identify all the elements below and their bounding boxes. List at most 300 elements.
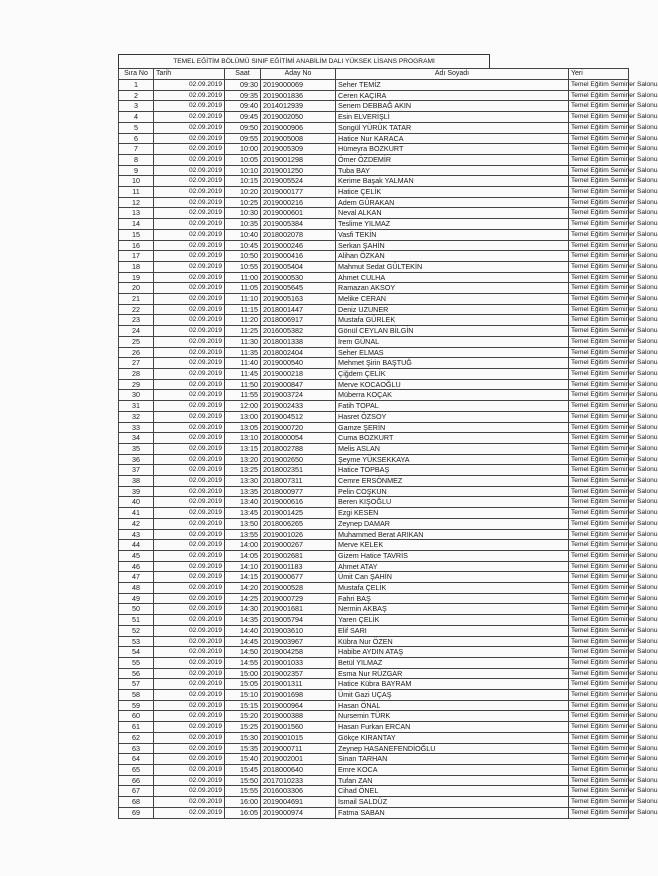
cell-time: 10:45 — [225, 240, 261, 251]
cell-time: 14:45 — [225, 636, 261, 647]
cell-no: 47 — [119, 572, 154, 583]
cell-name: Ümit Can ŞAHİN — [336, 572, 569, 583]
cell-date: 02.09.2019 — [154, 154, 225, 165]
cell-candidate-no: 2019000530 — [261, 272, 336, 283]
cell-name: Teslime YILMAZ — [336, 219, 569, 230]
cell-time: 14:25 — [225, 593, 261, 604]
cell-time: 11:00 — [225, 272, 261, 283]
cell-no: 14 — [119, 219, 154, 230]
cell-date: 02.09.2019 — [154, 304, 225, 315]
cell-time: 09:35 — [225, 90, 261, 101]
document-title: TEMEL EĞİTİM BÖLÜMÜ SINIF EĞİTİMİ ANABİLİM DALI YÜKSEK LİSANS PROGRAMI — [118, 54, 490, 69]
cell-place: Temel Eğitim Seminer Salonu — [569, 561, 629, 572]
cell-name: Senem DEBBAĞ AKIN — [336, 101, 569, 112]
cell-no: 31 — [119, 401, 154, 412]
cell-no: 15 — [119, 229, 154, 240]
cell-date: 02.09.2019 — [154, 711, 225, 722]
cell-place: Temel Eğitim Seminer Salonu — [569, 529, 629, 540]
cell-time: 14:35 — [225, 615, 261, 626]
cell-name: Seher TEMİZ — [336, 80, 569, 91]
cell-candidate-no: 2019000540 — [261, 358, 336, 369]
table-row — [119, 625, 629, 636]
cell-time: 11:25 — [225, 326, 261, 337]
cell-candidate-no: 2019000906 — [261, 122, 336, 133]
table-row — [119, 711, 629, 722]
cell-place: Temel Eğitim Seminer Salonu — [569, 657, 629, 668]
cell-time: 09:40 — [225, 101, 261, 112]
cell-date: 02.09.2019 — [154, 700, 225, 711]
table-row — [119, 294, 629, 305]
cell-time: 13:15 — [225, 443, 261, 454]
cell-candidate-no: 2019001698 — [261, 690, 336, 701]
table-row — [119, 583, 629, 594]
table-row — [119, 90, 629, 101]
cell-candidate-no: 2019002357 — [261, 668, 336, 679]
table-row — [119, 154, 629, 165]
cell-candidate-no: 2019001425 — [261, 508, 336, 519]
cell-place: Temel Eğitim Seminer Salonu — [569, 187, 629, 198]
cell-place: Temel Eğitim Seminer Salonu — [569, 112, 629, 123]
cell-place: Temel Eğitim Seminer Salonu — [569, 540, 629, 551]
cell-place: Temel Eğitim Seminer Salonu — [569, 508, 629, 519]
cell-no: 25 — [119, 336, 154, 347]
table-row — [119, 433, 629, 444]
table-row — [119, 797, 629, 808]
table-row — [119, 754, 629, 765]
cell-date: 02.09.2019 — [154, 422, 225, 433]
cell-place: Temel Eğitim Seminer Salonu — [569, 443, 629, 454]
cell-candidate-no: 2019003724 — [261, 390, 336, 401]
cell-no: 22 — [119, 304, 154, 315]
cell-date: 02.09.2019 — [154, 80, 225, 91]
cell-candidate-no: 2019000601 — [261, 208, 336, 219]
cell-date: 02.09.2019 — [154, 379, 225, 390]
cell-candidate-no: 2019004512 — [261, 411, 336, 422]
cell-candidate-no: 2019001026 — [261, 529, 336, 540]
cell-no: 39 — [119, 486, 154, 497]
cell-no: 36 — [119, 454, 154, 465]
cell-candidate-no: 2018002788 — [261, 443, 336, 454]
cell-no: 57 — [119, 679, 154, 690]
cell-no: 6 — [119, 133, 154, 144]
cell-date: 02.09.2019 — [154, 657, 225, 668]
cell-candidate-no: 2019004691 — [261, 797, 336, 808]
cell-place: Temel Eğitim Seminer Salonu — [569, 625, 629, 636]
cell-place: Temel Eğitim Seminer Salonu — [569, 583, 629, 594]
cell-candidate-no: 2018007311 — [261, 476, 336, 487]
cell-date: 02.09.2019 — [154, 390, 225, 401]
cell-place: Temel Eğitim Seminer Salonu — [569, 647, 629, 658]
table-row — [119, 540, 629, 551]
cell-name: Zeynep DAMAR — [336, 518, 569, 529]
cell-time: 09:50 — [225, 122, 261, 133]
cell-date: 02.09.2019 — [154, 433, 225, 444]
table-row — [119, 518, 629, 529]
cell-name: Hasret ÖZSOY — [336, 411, 569, 422]
cell-time: 11:45 — [225, 368, 261, 379]
cell-place: Temel Eğitim Seminer Salonu — [569, 261, 629, 272]
cell-no: 12 — [119, 197, 154, 208]
cell-no: 8 — [119, 154, 154, 165]
cell-time: 15:40 — [225, 754, 261, 765]
table-row — [119, 176, 629, 187]
table-row — [119, 807, 629, 818]
cell-place: Temel Eğitim Seminer Salonu — [569, 465, 629, 476]
cell-time: 13:45 — [225, 508, 261, 519]
table-row — [119, 219, 629, 230]
table-row — [119, 368, 629, 379]
cell-place: Temel Eğitim Seminer Salonu — [569, 154, 629, 165]
cell-candidate-no: 2019000388 — [261, 711, 336, 722]
cell-time: 12:00 — [225, 401, 261, 412]
cell-date: 02.09.2019 — [154, 636, 225, 647]
cell-place: Temel Eğitim Seminer Salonu — [569, 722, 629, 733]
cell-time: 13:20 — [225, 454, 261, 465]
cell-no: 37 — [119, 465, 154, 476]
cell-time: 14:40 — [225, 625, 261, 636]
table-row — [119, 261, 629, 272]
cell-date: 02.09.2019 — [154, 529, 225, 540]
cell-date: 02.09.2019 — [154, 732, 225, 743]
cell-candidate-no: 2019000720 — [261, 422, 336, 433]
cell-time: 15:15 — [225, 700, 261, 711]
table-row — [119, 187, 629, 198]
cell-place: Temel Eğitim Seminer Salonu — [569, 336, 629, 347]
cell-candidate-no: 2019000616 — [261, 497, 336, 508]
cell-date: 02.09.2019 — [154, 465, 225, 476]
cell-name: Merve KOCAOĞLU — [336, 379, 569, 390]
cell-candidate-no: 2019000711 — [261, 743, 336, 754]
cell-no: 58 — [119, 690, 154, 701]
cell-candidate-no: 2019000177 — [261, 187, 336, 198]
cell-candidate-no: 2019000218 — [261, 368, 336, 379]
cell-date: 02.09.2019 — [154, 786, 225, 797]
schedule-table — [118, 68, 658, 819]
cell-place: Temel Eğitim Seminer Salonu — [569, 636, 629, 647]
cell-date: 02.09.2019 — [154, 272, 225, 283]
cell-name: Şeyme YÜKSEKKAYA — [336, 454, 569, 465]
cell-no: 45 — [119, 550, 154, 561]
cell-name: Neval ALKAN — [336, 208, 569, 219]
cell-no: 40 — [119, 497, 154, 508]
schedule-sheet — [118, 54, 658, 817]
table-row — [119, 165, 629, 176]
cell-name: Melis ASLAN — [336, 443, 569, 454]
cell-date: 02.09.2019 — [154, 454, 225, 465]
cell-time: 09:30 — [225, 80, 261, 91]
cell-date: 02.09.2019 — [154, 486, 225, 497]
cell-place: Temel Eğitim Seminer Salonu — [569, 368, 629, 379]
cell-candidate-no: 2019001183 — [261, 561, 336, 572]
cell-date: 02.09.2019 — [154, 368, 225, 379]
cell-date: 02.09.2019 — [154, 754, 225, 765]
table-row — [119, 347, 629, 358]
cell-no: 41 — [119, 508, 154, 519]
cell-place: Temel Eğitim Seminer Salonu — [569, 379, 629, 390]
cell-name: Fatma SABAN — [336, 807, 569, 818]
cell-no: 19 — [119, 272, 154, 283]
cell-no: 60 — [119, 711, 154, 722]
cell-no: 54 — [119, 647, 154, 658]
cell-name: Cihad ÖNEL — [336, 786, 569, 797]
cell-time: 14:10 — [225, 561, 261, 572]
cell-name: Hasan Furkan ERCAN — [336, 722, 569, 733]
cell-date: 02.09.2019 — [154, 572, 225, 583]
cell-name: Ahmet ATAY — [336, 561, 569, 572]
cell-name: Mahmut Sedat GÜLTEKİN — [336, 261, 569, 272]
cell-candidate-no: 2019000267 — [261, 540, 336, 551]
cell-no: 44 — [119, 540, 154, 551]
cell-date: 02.09.2019 — [154, 90, 225, 101]
cell-no: 67 — [119, 786, 154, 797]
cell-candidate-no: 2016005382 — [261, 326, 336, 337]
cell-name: Songül YÜRÜK TATAR — [336, 122, 569, 133]
table-row — [119, 315, 629, 326]
cell-name: Ezgi KESEN — [336, 508, 569, 519]
cell-place: Temel Eğitim Seminer Salonu — [569, 807, 629, 818]
table-row — [119, 765, 629, 776]
cell-date: 02.09.2019 — [154, 219, 225, 230]
table-row — [119, 454, 629, 465]
cell-no: 42 — [119, 518, 154, 529]
table-row — [119, 561, 629, 572]
table-row — [119, 529, 629, 540]
cell-place: Temel Eğitim Seminer Salonu — [569, 197, 629, 208]
cell-time: 13:05 — [225, 422, 261, 433]
cell-date: 02.09.2019 — [154, 540, 225, 551]
cell-candidate-no: 2019005794 — [261, 615, 336, 626]
cell-name: Kübra Nur ÖZEN — [336, 636, 569, 647]
cell-candidate-no: 2018000054 — [261, 433, 336, 444]
cell-place: Temel Eğitim Seminer Salonu — [569, 294, 629, 305]
cell-name: Mehmet Şirin BAŞTUĞ — [336, 358, 569, 369]
cell-place: Temel Eğitim Seminer Salonu — [569, 593, 629, 604]
cell-date: 02.09.2019 — [154, 144, 225, 155]
cell-time: 13:10 — [225, 433, 261, 444]
cell-name: Hatice ÇELİK — [336, 187, 569, 198]
cell-name: Muhammed Berat ARIKAN — [336, 529, 569, 540]
cell-candidate-no: 2019005384 — [261, 219, 336, 230]
cell-place: Temel Eğitim Seminer Salonu — [569, 754, 629, 765]
table-row — [119, 497, 629, 508]
cell-name: Yaren ÇELİK — [336, 615, 569, 626]
cell-no: 9 — [119, 165, 154, 176]
cell-no: 29 — [119, 379, 154, 390]
table-row — [119, 144, 629, 155]
cell-date: 02.09.2019 — [154, 679, 225, 690]
cell-candidate-no: 2019003967 — [261, 636, 336, 647]
cell-place: Temel Eğitim Seminer Salonu — [569, 347, 629, 358]
cell-time: 15:20 — [225, 711, 261, 722]
cell-time: 10:30 — [225, 208, 261, 219]
table-row — [119, 786, 629, 797]
table-row — [119, 240, 629, 251]
header-place: Yeri — [569, 69, 629, 80]
cell-time: 15:10 — [225, 690, 261, 701]
cell-no: 17 — [119, 251, 154, 262]
cell-name: Nursemin TÜRK — [336, 711, 569, 722]
cell-place: Temel Eğitim Seminer Salonu — [569, 711, 629, 722]
cell-place: Temel Eğitim Seminer Salonu — [569, 251, 629, 262]
table-row — [119, 101, 629, 112]
cell-place: Temel Eğitim Seminer Salonu — [569, 743, 629, 754]
cell-candidate-no: 2019002681 — [261, 550, 336, 561]
cell-date: 02.09.2019 — [154, 583, 225, 594]
cell-name: Mustafa GÜRLEK — [336, 315, 569, 326]
cell-name: Elif SARI — [336, 625, 569, 636]
cell-date: 02.09.2019 — [154, 229, 225, 240]
cell-time: 10:15 — [225, 176, 261, 187]
cell-name: Emre KOCA — [336, 765, 569, 776]
cell-place: Temel Eğitim Seminer Salonu — [569, 433, 629, 444]
cell-time: 13:25 — [225, 465, 261, 476]
cell-time: 10:40 — [225, 229, 261, 240]
cell-no: 24 — [119, 326, 154, 337]
cell-no: 26 — [119, 347, 154, 358]
cell-time: 10:20 — [225, 187, 261, 198]
table-row — [119, 668, 629, 679]
cell-no: 48 — [119, 583, 154, 594]
cell-no: 16 — [119, 240, 154, 251]
cell-name: Hasan ÖNAL — [336, 700, 569, 711]
cell-candidate-no: 2016003306 — [261, 786, 336, 797]
cell-time: 14:50 — [225, 647, 261, 658]
cell-time: 10:25 — [225, 197, 261, 208]
cell-date: 02.09.2019 — [154, 615, 225, 626]
cell-date: 02.09.2019 — [154, 593, 225, 604]
cell-candidate-no: 2018001338 — [261, 336, 336, 347]
table-row — [119, 604, 629, 615]
cell-no: 21 — [119, 294, 154, 305]
header-no: Sıra No — [119, 69, 154, 80]
table-row — [119, 208, 629, 219]
cell-place: Temel Eğitim Seminer Salonu — [569, 690, 629, 701]
cell-date: 02.09.2019 — [154, 797, 225, 808]
cell-time: 11:20 — [225, 315, 261, 326]
cell-candidate-no: 2019000246 — [261, 240, 336, 251]
table-row — [119, 722, 629, 733]
table-row — [119, 112, 629, 123]
cell-place: Temel Eğitim Seminer Salonu — [569, 304, 629, 315]
cell-candidate-no: 2019000069 — [261, 80, 336, 91]
cell-date: 02.09.2019 — [154, 690, 225, 701]
cell-date: 02.09.2019 — [154, 508, 225, 519]
cell-name: Vasfi TEKİN — [336, 229, 569, 240]
cell-no: 2 — [119, 90, 154, 101]
cell-no: 28 — [119, 368, 154, 379]
cell-place: Temel Eğitim Seminer Salonu — [569, 272, 629, 283]
cell-date: 02.09.2019 — [154, 251, 225, 262]
cell-place: Temel Eğitim Seminer Salonu — [569, 90, 629, 101]
table-row — [119, 690, 629, 701]
cell-no: 33 — [119, 422, 154, 433]
cell-place: Temel Eğitim Seminer Salonu — [569, 572, 629, 583]
cell-name: İsmail SALDÜZ — [336, 797, 569, 808]
cell-name: Hümeyra BOZKURT — [336, 144, 569, 155]
cell-candidate-no: 2019002001 — [261, 754, 336, 765]
cell-candidate-no: 2019000216 — [261, 197, 336, 208]
cell-date: 02.09.2019 — [154, 518, 225, 529]
cell-time: 13:55 — [225, 529, 261, 540]
table-row — [119, 122, 629, 133]
cell-date: 02.09.2019 — [154, 315, 225, 326]
cell-candidate-no: 2019002433 — [261, 401, 336, 412]
cell-place: Temel Eğitim Seminer Salonu — [569, 144, 629, 155]
cell-candidate-no: 2019005309 — [261, 144, 336, 155]
cell-place: Temel Eğitim Seminer Salonu — [569, 358, 629, 369]
table-row — [119, 304, 629, 315]
cell-candidate-no: 2019002050 — [261, 112, 336, 123]
cell-place: Temel Eğitim Seminer Salonu — [569, 668, 629, 679]
cell-date: 02.09.2019 — [154, 561, 225, 572]
table-row — [119, 700, 629, 711]
table-row — [119, 476, 629, 487]
cell-candidate-no: 2019001836 — [261, 90, 336, 101]
cell-time: 14:55 — [225, 657, 261, 668]
table-row — [119, 336, 629, 347]
cell-time: 11:35 — [225, 347, 261, 358]
table-row — [119, 401, 629, 412]
cell-time: 11:30 — [225, 336, 261, 347]
cell-place: Temel Eğitim Seminer Salonu — [569, 315, 629, 326]
cell-date: 02.09.2019 — [154, 122, 225, 133]
cell-time: 16:05 — [225, 807, 261, 818]
cell-place: Temel Eğitim Seminer Salonu — [569, 165, 629, 176]
cell-date: 02.09.2019 — [154, 165, 225, 176]
cell-place: Temel Eğitim Seminer Salonu — [569, 390, 629, 401]
cell-candidate-no: 2017010233 — [261, 775, 336, 786]
cell-time: 10:55 — [225, 261, 261, 272]
cell-time: 14:15 — [225, 572, 261, 583]
cell-time: 10:00 — [225, 144, 261, 155]
header-name: Adı Soyadı — [336, 69, 569, 80]
table-row — [119, 647, 629, 658]
cell-name: İrem GÜNAL — [336, 336, 569, 347]
cell-time: 16:00 — [225, 797, 261, 808]
table-row — [119, 229, 629, 240]
table-row — [119, 743, 629, 754]
cell-place: Temel Eğitim Seminer Salonu — [569, 486, 629, 497]
cell-place: Temel Eğitim Seminer Salonu — [569, 326, 629, 337]
cell-name: Gizem Hatice TAVRİS — [336, 550, 569, 561]
cell-time: 15:50 — [225, 775, 261, 786]
cell-time: 09:45 — [225, 112, 261, 123]
cell-place: Temel Eğitim Seminer Salonu — [569, 208, 629, 219]
cell-name: Gökçe KIRANTAY — [336, 732, 569, 743]
cell-no: 4 — [119, 112, 154, 123]
cell-candidate-no: 2019000974 — [261, 807, 336, 818]
cell-time: 11:15 — [225, 304, 261, 315]
cell-name: Esma Nur RÜZGAR — [336, 668, 569, 679]
cell-candidate-no: 2014012939 — [261, 101, 336, 112]
cell-no: 65 — [119, 765, 154, 776]
table-row — [119, 379, 629, 390]
cell-candidate-no: 2019005404 — [261, 261, 336, 272]
cell-name: Mustafa ÇELİK — [336, 583, 569, 594]
cell-date: 02.09.2019 — [154, 208, 225, 219]
cell-date: 02.09.2019 — [154, 294, 225, 305]
cell-name: Gönül CEYLAN BİLGİN — [336, 326, 569, 337]
cell-no: 53 — [119, 636, 154, 647]
table-row — [119, 358, 629, 369]
cell-candidate-no: 2019001298 — [261, 154, 336, 165]
cell-no: 30 — [119, 390, 154, 401]
cell-time: 13:50 — [225, 518, 261, 529]
cell-time: 15:30 — [225, 732, 261, 743]
cell-place: Temel Eğitim Seminer Salonu — [569, 732, 629, 743]
cell-candidate-no: 2019000729 — [261, 593, 336, 604]
cell-date: 02.09.2019 — [154, 743, 225, 754]
